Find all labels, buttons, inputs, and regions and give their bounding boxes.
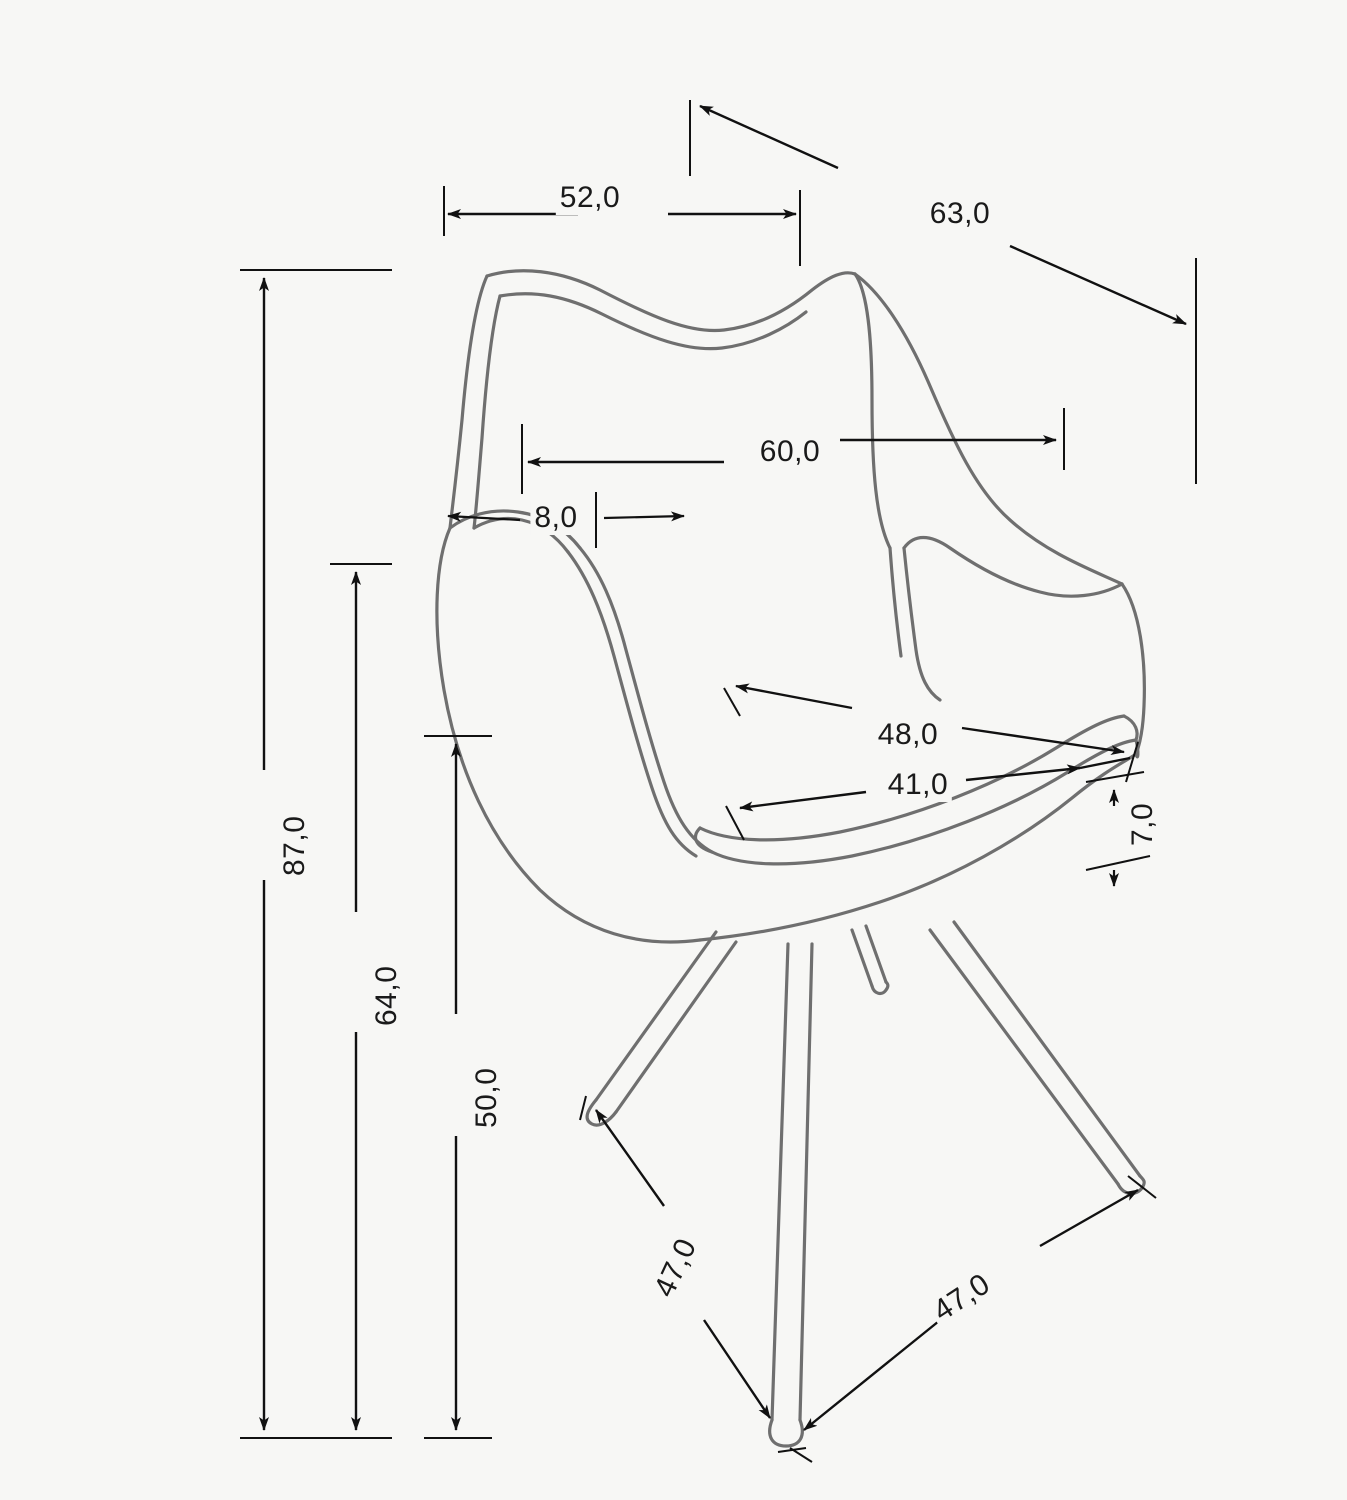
dimension-label-width-seat-top: 52,0 <box>556 181 624 215</box>
dimension-label-height-overall: 87,0 <box>278 812 312 880</box>
dimension-label-seat-depth: 48,0 <box>874 718 942 752</box>
dimension-label-height-armrest: 64,0 <box>370 962 404 1030</box>
dimension-label-leg-span-left: 47,0 <box>646 1230 706 1306</box>
dimension-label-width-overall: 60,0 <box>756 435 824 469</box>
chair-body-outline <box>437 271 1144 942</box>
dimension-label-seat-cushion-thickness: 7,0 <box>1126 799 1160 850</box>
dimension-label-seat-width: 41,0 <box>884 768 952 802</box>
dimension-label-leg-span-right: 47,0 <box>924 1265 1000 1331</box>
dimension-label-depth-overall: 63,0 <box>926 197 994 231</box>
dimension-label-height-seat: 50,0 <box>470 1064 504 1132</box>
chair-legs <box>587 922 1144 1446</box>
dimension-label-armrest-thickness: 8,0 <box>530 501 581 535</box>
